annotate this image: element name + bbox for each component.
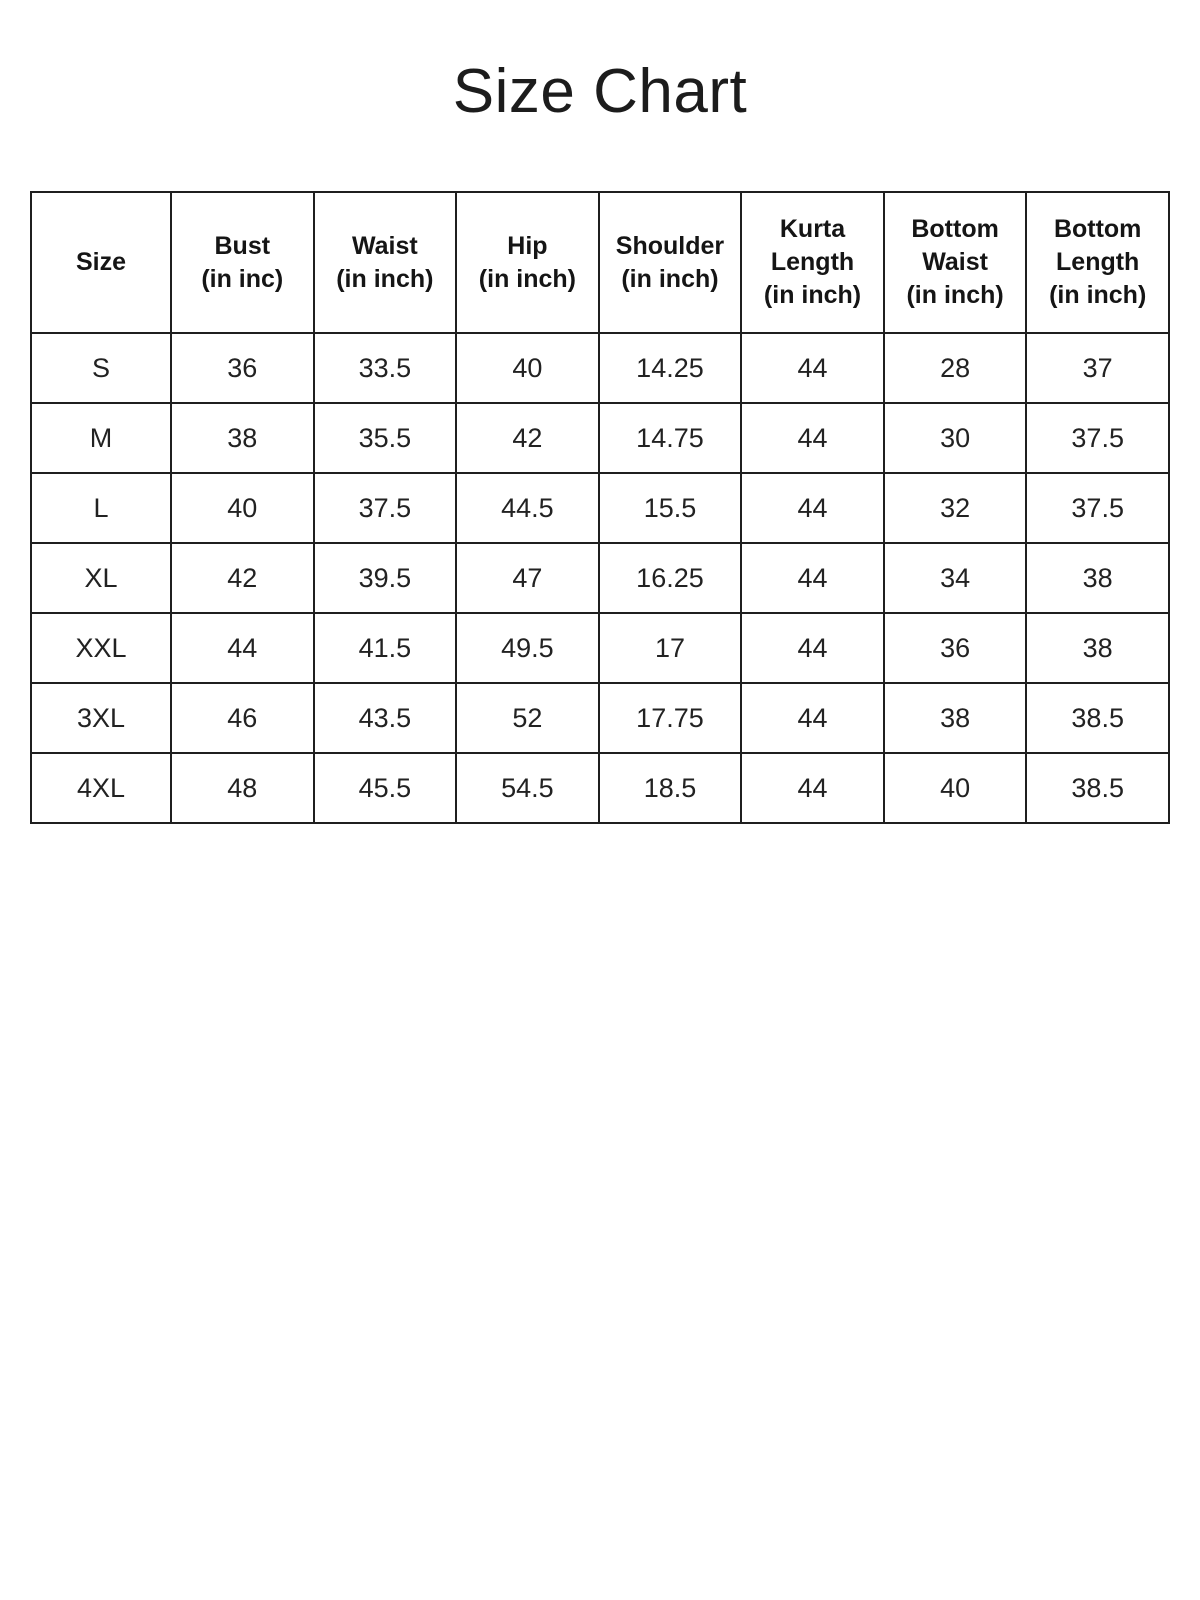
size-row-4xl xyxy=(31,753,1169,823)
column-header-shoulder xyxy=(599,192,742,333)
column-label: Waist xyxy=(351,231,418,260)
size-cell: XL xyxy=(31,543,171,613)
bottom-length-cell: 37.5 xyxy=(1026,403,1169,473)
size-row-xxl xyxy=(31,613,1169,683)
size-row-l xyxy=(31,473,1169,543)
page-title: Size Chart xyxy=(452,57,748,126)
shoulder-cell: 14.25 xyxy=(599,333,742,403)
column-label: Kurta Length xyxy=(770,215,855,277)
bottom-waist-cell: 34 xyxy=(884,543,1027,613)
size-cell: M xyxy=(31,403,171,473)
header-row xyxy=(31,192,1169,333)
hip-cell: 49.5 xyxy=(456,613,599,683)
bottom-waist-cell: 28 xyxy=(884,333,1027,403)
column-unit: (in inch) xyxy=(478,264,577,293)
column-header-bottom-length xyxy=(1026,192,1169,333)
waist-cell: 33.5 xyxy=(314,333,457,403)
kurta-length-cell: 44 xyxy=(741,543,884,613)
shoulder-cell: 14.75 xyxy=(599,403,742,473)
bust-cell: 44 xyxy=(171,613,314,683)
kurta-length-cell: 44 xyxy=(741,753,884,823)
size-row-m xyxy=(31,403,1169,473)
kurta-length-cell: 44 xyxy=(741,473,884,543)
size-cell: L xyxy=(31,473,171,543)
bust-cell: 40 xyxy=(171,473,314,543)
bottom-length-cell: 38 xyxy=(1026,543,1169,613)
column-unit: (in inch) xyxy=(763,281,862,310)
kurta-length-cell: 44 xyxy=(741,403,884,473)
column-unit: (in inch) xyxy=(621,264,719,293)
column-unit: (in inc) xyxy=(201,264,284,293)
bottom-length-cell: 38.5 xyxy=(1026,683,1169,753)
bottom-waist-cell: 36 xyxy=(884,613,1027,683)
size-cell: XXL xyxy=(31,613,171,683)
bottom-length-cell: 37 xyxy=(1026,333,1169,403)
bust-cell: 46 xyxy=(171,683,314,753)
waist-cell: 43.5 xyxy=(314,683,457,753)
table-header xyxy=(31,192,1169,333)
bust-cell: 36 xyxy=(171,333,314,403)
column-unit: (in inch) xyxy=(336,264,434,293)
column-header-size xyxy=(31,192,171,333)
bottom-length-cell: 37.5 xyxy=(1026,473,1169,543)
shoulder-cell: 18.5 xyxy=(599,753,742,823)
column-label: Bottom Length xyxy=(1053,215,1142,277)
column-header-bust xyxy=(171,192,314,333)
waist-cell: 35.5 xyxy=(314,403,457,473)
waist-cell: 45.5 xyxy=(314,753,457,823)
size-row-3xl xyxy=(31,683,1169,753)
column-label: Hip xyxy=(507,231,548,260)
table-body xyxy=(31,333,1169,823)
bust-cell: 42 xyxy=(171,543,314,613)
bust-cell: 38 xyxy=(171,403,314,473)
kurta-length-cell: 44 xyxy=(741,333,884,403)
size-chart-table xyxy=(30,191,1170,824)
hip-cell: 52 xyxy=(456,683,599,753)
column-label: Bust xyxy=(214,231,271,260)
bottom-waist-cell: 32 xyxy=(884,473,1027,543)
shoulder-cell: 17 xyxy=(599,613,742,683)
bottom-waist-cell: 38 xyxy=(884,683,1027,753)
bust-cell: 48 xyxy=(171,753,314,823)
hip-cell: 47 xyxy=(456,543,599,613)
hip-cell: 44.5 xyxy=(456,473,599,543)
waist-cell: 41.5 xyxy=(314,613,457,683)
column-header-hip xyxy=(456,192,599,333)
column-label: Size xyxy=(75,248,127,277)
column-header-bottom-waist xyxy=(884,192,1027,333)
bottom-waist-cell: 40 xyxy=(884,753,1027,823)
bottom-length-cell: 38.5 xyxy=(1026,753,1169,823)
waist-cell: 37.5 xyxy=(314,473,457,543)
column-unit: (in inch) xyxy=(1049,281,1147,310)
column-header-kurta-length xyxy=(741,192,884,333)
column-label: Bottom Waist xyxy=(911,215,999,277)
shoulder-cell: 15.5 xyxy=(599,473,742,543)
kurta-length-cell: 44 xyxy=(741,613,884,683)
hip-cell: 54.5 xyxy=(456,753,599,823)
hip-cell: 42 xyxy=(456,403,599,473)
kurta-length-cell: 44 xyxy=(741,683,884,753)
hip-cell: 40 xyxy=(456,333,599,403)
size-row-s xyxy=(31,333,1169,403)
waist-cell: 39.5 xyxy=(314,543,457,613)
size-cell: S xyxy=(31,333,171,403)
size-cell: 4XL xyxy=(31,753,171,823)
column-header-waist xyxy=(314,192,457,333)
bottom-waist-cell: 30 xyxy=(884,403,1027,473)
bottom-length-cell: 38 xyxy=(1026,613,1169,683)
shoulder-cell: 17.75 xyxy=(599,683,742,753)
column-label: Shoulder xyxy=(615,231,725,260)
shoulder-cell: 16.25 xyxy=(599,543,742,613)
size-row-xl xyxy=(31,543,1169,613)
column-unit: (in inch) xyxy=(906,281,1004,310)
size-cell: 3XL xyxy=(31,683,171,753)
